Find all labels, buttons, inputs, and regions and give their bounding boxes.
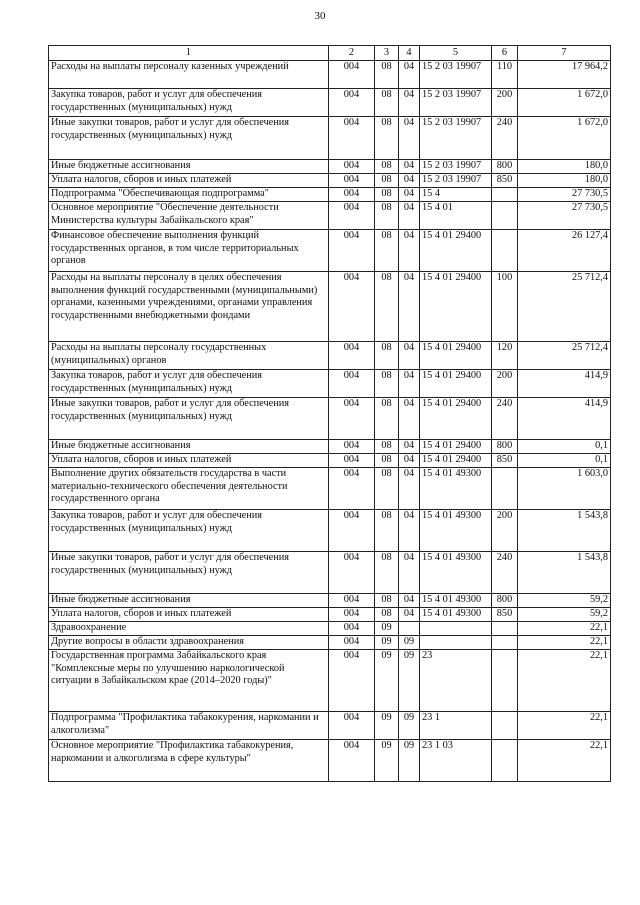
cell-name: Иные закупки товаров, работ и услуг для обеспечения государственных (муниципальных) нужд [49,552,329,594]
cell-section: 09 [375,636,399,650]
cell-ministry-code: 004 [329,712,375,740]
cell-expense-type: 110 [492,61,518,89]
cell-name: Основное мероприятие "Обеспечение деятельности Министерства культуры Забайкальского края" [49,202,329,230]
cell-ministry-code: 004 [329,552,375,594]
cell-amount: 59,2 [518,594,611,608]
cell-name: Основное мероприятие "Профилактика табакокурения, наркомании и алкоголизма в сфере культуры" [49,740,329,782]
table-row [49,342,611,370]
cell-expense-type [492,188,518,202]
cell-target-item: 15 4 01 49300 [420,510,492,552]
cell-subsection: 04 [399,468,420,510]
cell-name: Подпрограмма "Профилактика табакокурения, наркомании и алкоголизма" [49,712,329,740]
cell-target-item: 15 4 01 29400 [420,440,492,454]
cell-section: 08 [375,342,399,370]
cell-amount: 22,1 [518,712,611,740]
cell-ministry-code: 004 [329,61,375,89]
cell-subsection: 04 [399,160,420,174]
cell-expense-type [492,712,518,740]
cell-expense-type: 240 [492,552,518,594]
cell-target-item: 15 4 01 29400 [420,342,492,370]
cell-name: Расходы на выплаты персоналу казенных учреждений [49,61,329,89]
cell-subsection: 04 [399,272,420,342]
cell-name: Уплата налогов, сборов и иных платежей [49,454,329,468]
cell-subsection: 04 [399,342,420,370]
cell-name: Иные бюджетные ассигнования [49,594,329,608]
cell-section: 08 [375,468,399,510]
cell-section: 08 [375,608,399,622]
cell-subsection: 04 [399,440,420,454]
cell-target-item: 15 4 01 29400 [420,272,492,342]
cell-section: 08 [375,272,399,342]
cell-target-item: 23 1 [420,712,492,740]
cell-expense-type: 850 [492,608,518,622]
cell-expense-type: 800 [492,160,518,174]
cell-subsection: 04 [399,454,420,468]
cell-ministry-code: 004 [329,468,375,510]
cell-expense-type [492,468,518,510]
cell-ministry-code: 004 [329,342,375,370]
header-row [49,46,611,61]
cell-ministry-code: 004 [329,510,375,552]
cell-target-item: 23 [420,650,492,712]
table-row [49,608,611,622]
cell-amount: 1 672,0 [518,117,611,160]
cell-target-item: 15 4 01 29400 [420,230,492,272]
table-row [49,440,611,454]
cell-name: Иные бюджетные ассигнования [49,160,329,174]
cell-ministry-code: 004 [329,370,375,398]
cell-amount: 27 730,5 [518,202,611,230]
cell-amount: 25 712,4 [518,272,611,342]
table-row [49,454,611,468]
cell-ministry-code: 004 [329,398,375,440]
cell-amount: 22,1 [518,622,611,636]
table-row [49,594,611,608]
cell-expense-type: 200 [492,510,518,552]
cell-name: Закупка товаров, работ и услуг для обеспечения государственных (муниципальных) нужд [49,510,329,552]
table-row [49,650,611,712]
cell-amount: 180,0 [518,160,611,174]
cell-section: 08 [375,202,399,230]
cell-subsection: 04 [399,552,420,594]
cell-name: Государственная программа Забайкальского края "Комплексные меры по улучшению наркологической ситуации в Забайкальском крае (2014–2020 годы)" [49,650,329,712]
table-row [49,740,611,782]
cell-subsection: 09 [399,712,420,740]
col-header-5: 5 [420,46,492,61]
table-row [49,89,611,117]
table-row [49,370,611,398]
cell-expense-type: 240 [492,117,518,160]
cell-expense-type: 120 [492,342,518,370]
cell-subsection: 09 [399,636,420,650]
cell-ministry-code: 004 [329,740,375,782]
table-row [49,188,611,202]
cell-expense-type: 240 [492,398,518,440]
cell-subsection: 04 [399,510,420,552]
cell-target-item: 15 4 01 29400 [420,398,492,440]
cell-subsection: 04 [399,202,420,230]
col-header-3: 3 [375,46,399,61]
cell-expense-type: 800 [492,594,518,608]
cell-expense-type: 200 [492,89,518,117]
cell-ministry-code: 004 [329,272,375,342]
cell-name: Иные закупки товаров, работ и услуг для обеспечения государственных (муниципальных) нужд [49,398,329,440]
cell-expense-type [492,622,518,636]
cell-target-item [420,622,492,636]
cell-target-item: 15 4 [420,188,492,202]
cell-ministry-code: 004 [329,594,375,608]
cell-subsection [399,622,420,636]
cell-subsection: 04 [399,594,420,608]
table-row [49,636,611,650]
cell-amount: 1 543,8 [518,552,611,594]
cell-ministry-code: 004 [329,622,375,636]
cell-section: 09 [375,622,399,636]
cell-ministry-code: 004 [329,454,375,468]
cell-amount: 27 730,5 [518,188,611,202]
cell-ministry-code: 004 [329,188,375,202]
table-row [49,174,611,188]
cell-amount: 0,1 [518,454,611,468]
cell-section: 08 [375,89,399,117]
cell-target-item: 15 2 03 19907 [420,174,492,188]
cell-amount: 1 603,0 [518,468,611,510]
table-row [49,468,611,510]
cell-name: Расходы на выплаты персоналу в целях обеспечения выполнения функций государственными (муниципальными) органами, казенными учреждениями, органами управления государственными внебюджетными фондами [49,272,329,342]
cell-expense-type [492,636,518,650]
cell-section: 08 [375,398,399,440]
cell-ministry-code: 004 [329,650,375,712]
cell-name: Уплата налогов, сборов и иных платежей [49,174,329,188]
cell-subsection: 09 [399,650,420,712]
table-row [49,398,611,440]
cell-name: Подпрограмма "Обеспечивающая подпрограмма" [49,188,329,202]
cell-ministry-code: 004 [329,89,375,117]
cell-ministry-code: 004 [329,440,375,454]
table-row [49,272,611,342]
cell-expense-type: 850 [492,174,518,188]
cell-ministry-code: 004 [329,174,375,188]
table-row [49,622,611,636]
cell-target-item: 15 2 03 19907 [420,160,492,174]
table-row [49,117,611,160]
cell-section: 08 [375,552,399,594]
cell-amount: 414,9 [518,398,611,440]
cell-expense-type [492,202,518,230]
budget-table [48,45,611,782]
cell-expense-type: 850 [492,454,518,468]
col-header-2: 2 [329,46,375,61]
cell-subsection: 04 [399,370,420,398]
cell-ministry-code: 004 [329,608,375,622]
cell-amount: 22,1 [518,636,611,650]
page-number: 30 [314,10,326,22]
cell-subsection: 04 [399,230,420,272]
cell-target-item: 23 1 03 [420,740,492,782]
cell-amount: 1 543,8 [518,510,611,552]
cell-target-item: 15 4 01 29400 [420,454,492,468]
cell-target-item: 15 2 03 19907 [420,89,492,117]
col-header-1: 1 [49,46,329,61]
cell-name: Закупка товаров, работ и услуг для обеспечения государственных (муниципальных) нужд [49,370,329,398]
cell-name: Расходы на выплаты персоналу государственных (муниципальных) органов [49,342,329,370]
cell-ministry-code: 004 [329,117,375,160]
cell-ministry-code: 004 [329,230,375,272]
col-header-4: 4 [399,46,420,61]
cell-target-item: 15 4 01 [420,202,492,230]
cell-section: 08 [375,117,399,160]
cell-section: 08 [375,61,399,89]
cell-name: Выполнение других обязательств государства в части материально-технического обеспечения деятельности государственного органа [49,468,329,510]
cell-ministry-code: 004 [329,636,375,650]
cell-subsection: 09 [399,740,420,782]
cell-target-item: 15 4 01 29400 [420,370,492,398]
table-body [49,61,611,782]
cell-expense-type: 100 [492,272,518,342]
cell-section: 08 [375,454,399,468]
cell-ministry-code: 004 [329,160,375,174]
cell-amount: 22,1 [518,650,611,712]
cell-section: 08 [375,594,399,608]
cell-target-item: 15 4 01 49300 [420,608,492,622]
cell-subsection: 04 [399,61,420,89]
cell-subsection: 04 [399,398,420,440]
cell-name: Уплата налогов, сборов и иных платежей [49,608,329,622]
table-row [49,510,611,552]
col-header-7: 7 [518,46,611,61]
cell-section: 09 [375,712,399,740]
cell-amount: 180,0 [518,174,611,188]
table-row [49,61,611,89]
cell-expense-type [492,650,518,712]
col-header-6: 6 [492,46,518,61]
cell-subsection: 04 [399,174,420,188]
cell-ministry-code: 004 [329,202,375,230]
cell-section: 08 [375,440,399,454]
cell-expense-type: 800 [492,440,518,454]
cell-subsection: 04 [399,608,420,622]
cell-amount: 0,1 [518,440,611,454]
cell-section: 09 [375,740,399,782]
cell-section: 09 [375,650,399,712]
cell-amount: 22,1 [518,740,611,782]
cell-section: 08 [375,230,399,272]
cell-amount: 26 127,4 [518,230,611,272]
cell-name: Здравоохранение [49,622,329,636]
cell-name: Иные бюджетные ассигнования [49,440,329,454]
cell-name: Закупка товаров, работ и услуг для обеспечения государственных (муниципальных) нужд [49,89,329,117]
cell-amount: 17 964,2 [518,61,611,89]
table-row [49,202,611,230]
cell-section: 08 [375,510,399,552]
cell-subsection: 04 [399,188,420,202]
cell-subsection: 04 [399,117,420,160]
table-row [49,160,611,174]
cell-target-item: 15 4 01 49300 [420,594,492,608]
cell-subsection: 04 [399,89,420,117]
cell-target-item: 15 4 01 49300 [420,552,492,594]
cell-name: Финансовое обеспечение выполнения функций государственных органов, в том числе территориальных органов [49,230,329,272]
cell-target-item: 15 4 01 49300 [420,468,492,510]
cell-amount: 25 712,4 [518,342,611,370]
cell-section: 08 [375,370,399,398]
cell-name: Иные закупки товаров, работ и услуг для обеспечения государственных (муниципальных) нужд [49,117,329,160]
cell-amount: 414,9 [518,370,611,398]
cell-target-item [420,636,492,650]
table-row [49,712,611,740]
table-row [49,552,611,594]
cell-section: 08 [375,174,399,188]
cell-amount: 1 672,0 [518,89,611,117]
cell-name: Другие вопросы в области здравоохранения [49,636,329,650]
cell-section: 08 [375,188,399,202]
cell-expense-type [492,740,518,782]
cell-expense-type [492,230,518,272]
cell-amount: 59,2 [518,608,611,622]
cell-expense-type: 200 [492,370,518,398]
cell-target-item: 15 2 03 19907 [420,61,492,89]
table-row [49,230,611,272]
cell-target-item: 15 2 03 19907 [420,117,492,160]
cell-section: 08 [375,160,399,174]
